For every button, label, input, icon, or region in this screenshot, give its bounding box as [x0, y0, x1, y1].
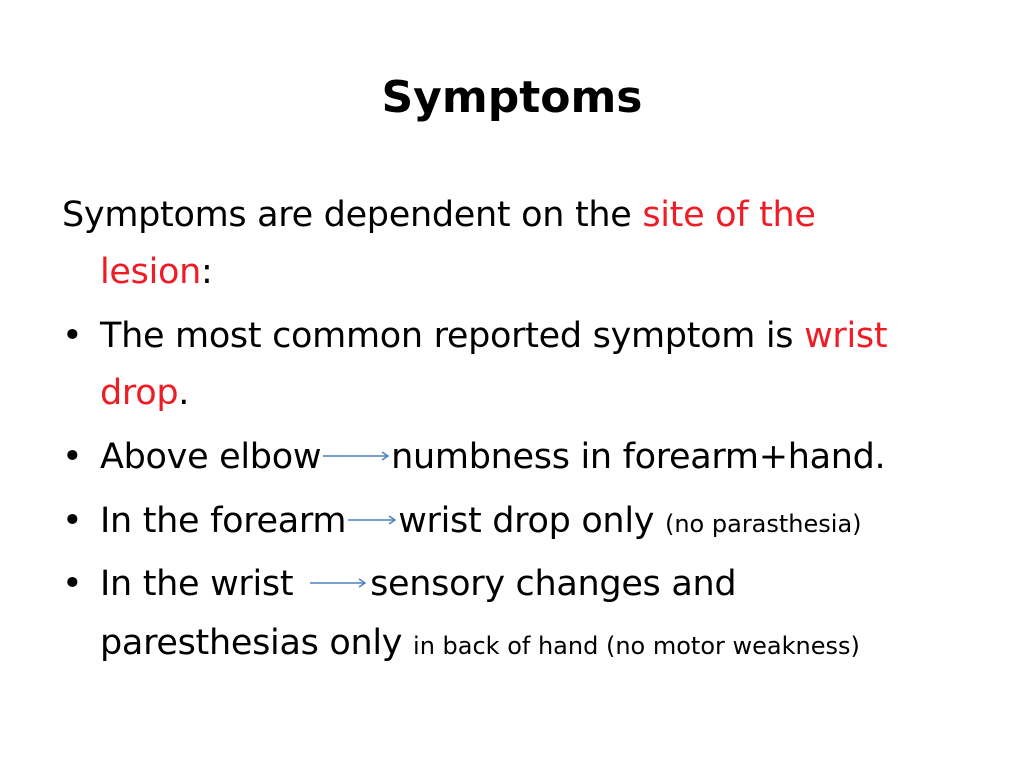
bullet-item-4 [62, 553, 736, 615]
right-arrow-icon [304, 577, 370, 589]
right-arrow-icon [346, 514, 398, 526]
bullet-item-2 [62, 426, 885, 488]
bullet-item-1 [62, 305, 887, 367]
bullet-2-left: Above elbow [100, 437, 322, 477]
intro-line-1 [62, 184, 816, 246]
bullet-4-right: sensory changes and [370, 564, 737, 604]
intro-highlight: site of the [642, 195, 816, 235]
right-arrow-icon [321, 450, 391, 462]
bullet-1-highlight: wrist [804, 316, 888, 356]
bullet-4-cont: paresthesias only [100, 623, 414, 663]
bullet-3-right: wrist drop only [398, 501, 665, 541]
bullet-4-left: In the wrist [100, 564, 305, 604]
intro-colon: : [201, 252, 213, 292]
intro-highlight-cont: lesion [100, 252, 202, 292]
bullet-1-text: The most common reported symptom is [100, 316, 805, 356]
bullet-marker: • [62, 316, 83, 356]
bullet-1-highlight-cont: drop [100, 373, 179, 413]
bullet-marker: • [62, 437, 83, 477]
bullet-item-3 [62, 490, 862, 555]
bullet-item-1-cont [100, 362, 189, 424]
bullet-3-left: In the forearm [100, 501, 347, 541]
bullet-1-period: . [178, 373, 190, 413]
slide-title: Symptoms [381, 72, 643, 123]
intro-line-2 [100, 241, 213, 303]
bullet-item-4-cont [100, 612, 860, 677]
intro-text: Symptoms are dependent on the [62, 195, 643, 235]
bullet-4-note: in back of hand (no motor weakness) [413, 632, 860, 660]
bullet-2-right: numbness in forearm+hand. [391, 437, 886, 477]
bullet-marker: • [62, 564, 83, 604]
bullet-marker: • [62, 501, 83, 541]
bullet-3-note: (no parasthesia) [664, 510, 862, 538]
